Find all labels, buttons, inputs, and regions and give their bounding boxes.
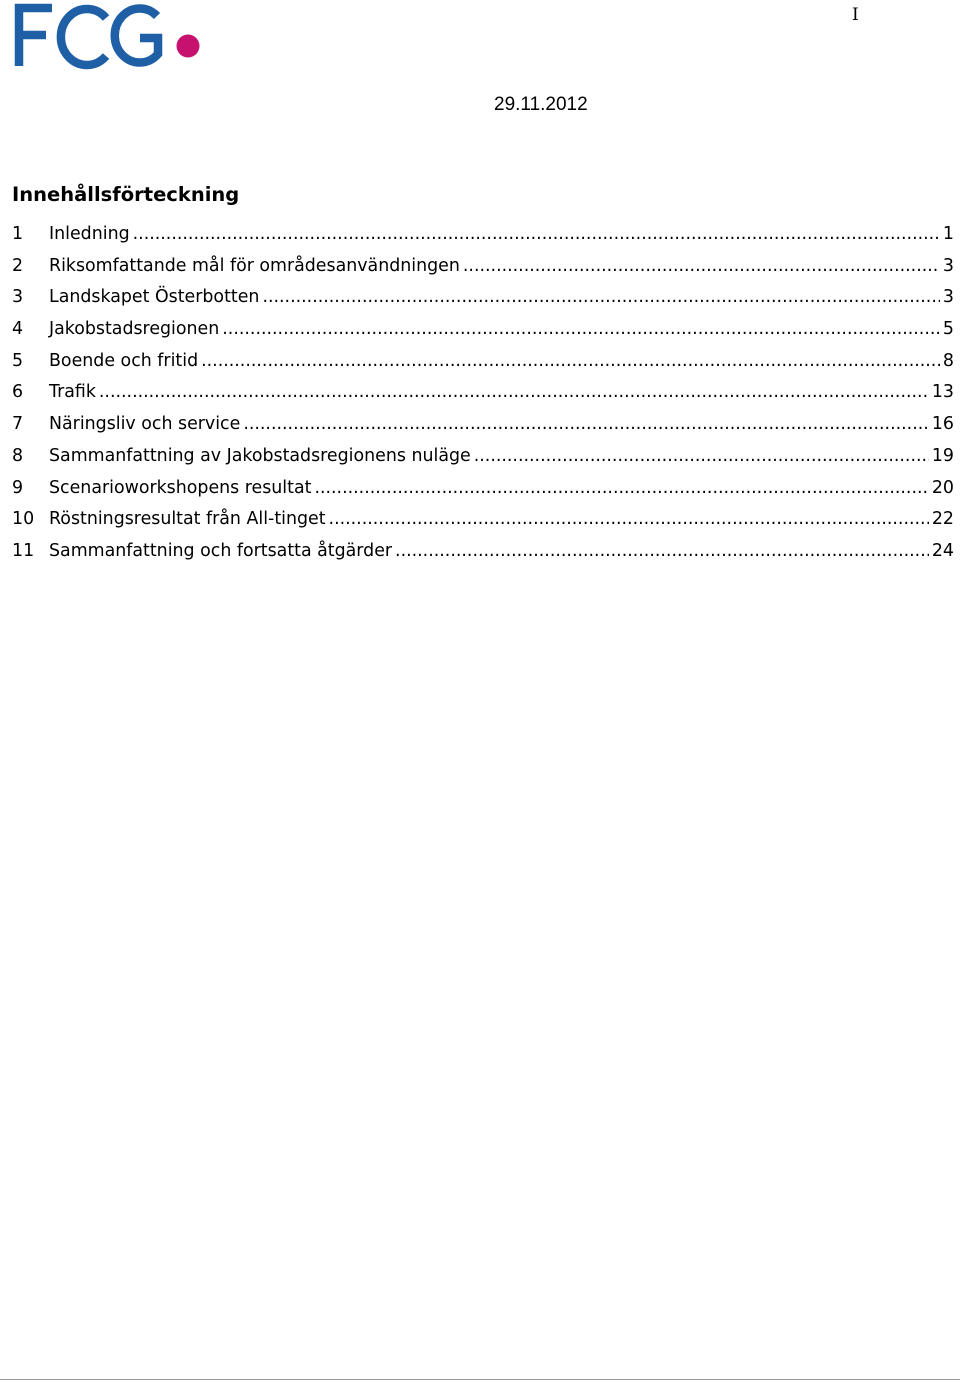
toc-entry-label: Sammanfattning av Jakobstadsregionens nuläge xyxy=(49,445,471,466)
toc-entry-naringsliv-och-service[interactable] xyxy=(12,414,954,446)
toc-dot-leader xyxy=(133,224,940,244)
toc-entry-riksomfattande-mal[interactable] xyxy=(12,256,954,288)
toc-entry-boende-och-fritid[interactable] xyxy=(12,351,954,383)
toc-entry-page: 24 xyxy=(931,540,954,561)
toc-entry-number: 8 xyxy=(12,445,24,466)
toc-entry-page: 22 xyxy=(931,509,954,530)
toc-entry-number: 4 xyxy=(12,319,24,340)
toc-dot-leader xyxy=(222,319,940,339)
toc-entry-page: 13 xyxy=(931,382,954,403)
fcg-logo xyxy=(12,2,204,70)
toc-entry-jakobstadsregionen[interactable] xyxy=(12,319,954,351)
toc-entry-number: 1 xyxy=(12,224,24,244)
toc-title: Innehållsförteckning xyxy=(12,183,240,206)
toc-dot-leader xyxy=(314,478,928,498)
toc-entry-label: Scenarioworkshopens resultat xyxy=(49,477,312,498)
toc-dot-leader xyxy=(329,509,929,529)
toc-dot-leader xyxy=(201,351,940,371)
toc-entry-label: Sammanfattning och fortsatta åtgärder xyxy=(49,540,393,561)
toc-entry-page: 16 xyxy=(931,414,954,435)
toc-dot-leader xyxy=(474,446,929,466)
toc-entry-page: 8 xyxy=(942,350,954,371)
toc-entry-page: 5 xyxy=(942,319,954,340)
toc-dot-leader xyxy=(463,256,940,276)
toc-entry-label: Näringsliv och service xyxy=(49,414,241,435)
toc-dot-leader xyxy=(99,382,929,402)
toc-entry-page: 19 xyxy=(931,445,954,466)
toc-entry-number: 7 xyxy=(12,414,24,435)
toc-entry-label: Boende och fritid xyxy=(49,350,199,371)
toc-entry-sammanfattning-nulage[interactable] xyxy=(12,446,954,478)
toc-dot-leader xyxy=(262,287,939,307)
table-of-contents xyxy=(12,224,954,573)
toc-entry-number: 2 xyxy=(12,255,24,276)
toc-dot-leader xyxy=(243,414,929,434)
toc-entry-number: 9 xyxy=(12,477,24,498)
toc-entry-label: Röstningsresultat från All-tinget xyxy=(49,509,326,530)
toc-entry-landskapet-osterbotten[interactable] xyxy=(12,287,954,319)
fcg-logo-dot xyxy=(177,35,200,58)
toc-entry-number: 5 xyxy=(12,350,24,371)
page-number: I xyxy=(852,5,859,25)
toc-entry-label: Riksomfattande mål för områdesanvändningen xyxy=(49,255,460,276)
toc-entry-page: 3 xyxy=(942,255,954,276)
toc-entry-trafik[interactable] xyxy=(12,382,954,414)
toc-dot-leader xyxy=(395,541,929,561)
toc-entry-label: Inledning xyxy=(49,224,130,244)
toc-entry-page: 3 xyxy=(942,287,954,308)
toc-entry-inledning[interactable] xyxy=(12,224,954,256)
toc-entry-sammanfattning-atgarder[interactable] xyxy=(12,541,954,573)
toc-entry-number: 6 xyxy=(12,382,24,403)
page-bottom-divider xyxy=(0,1379,960,1380)
toc-entry-scenarioworkshopens-resultat[interactable] xyxy=(12,478,954,510)
toc-entry-label: Landskapet Österbotten xyxy=(49,287,260,308)
toc-entry-number: 3 xyxy=(12,287,24,308)
toc-entry-page: 20 xyxy=(931,477,954,498)
toc-entry-rostningsresultat[interactable] xyxy=(12,509,954,541)
fcg-logo-letters xyxy=(19,8,158,66)
toc-entry-number: 11 xyxy=(12,540,35,561)
document-date: 29.11.2012 xyxy=(494,94,588,115)
toc-entry-label: Trafik xyxy=(49,382,96,403)
toc-entry-number: 10 xyxy=(12,509,35,530)
toc-entry-label: Jakobstadsregionen xyxy=(49,319,220,340)
toc-entry-page: 1 xyxy=(942,224,954,244)
